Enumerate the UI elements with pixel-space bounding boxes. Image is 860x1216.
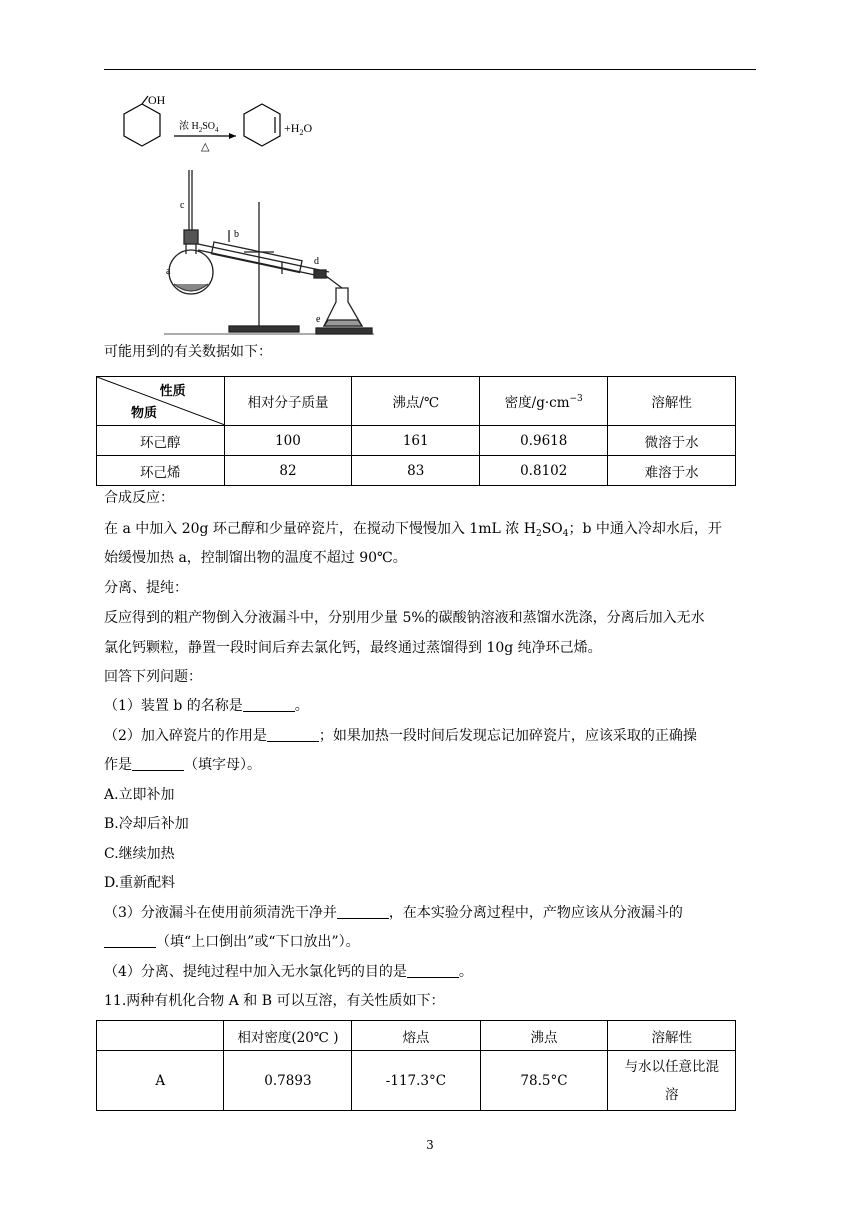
answer-blank[interactable] [132, 756, 184, 771]
table-cell: 0.8102 [480, 456, 608, 486]
answer-blank[interactable] [407, 963, 459, 978]
table-row [97, 426, 736, 456]
distillation-apparatus [164, 170, 374, 334]
table-cell: 82 [224, 456, 352, 486]
col-molar-mass: 相对分子质量 [224, 377, 352, 426]
table-cell: 78.5°C [480, 1051, 608, 1111]
water-product: $+H_2O$ [284, 121, 313, 137]
table-header-cell [97, 1021, 224, 1051]
table-cell: 100 [224, 426, 352, 456]
question-1: （1）装置 b 的名称是 。 [104, 698, 309, 714]
question-3-line1: （3）分液漏斗在使用前须清洗干净并 ，在本实验分离过程中，产物应该从分液漏斗的 [104, 905, 683, 921]
table-cell: A [97, 1051, 224, 1111]
option-d: D.重新配料 [104, 875, 176, 891]
paragraph-separation-2: 氯化钙颗粒，静置一段时间后弃去氯化钙，最终通过蒸馏得到 10g 纯净环己烯。 [104, 640, 602, 656]
col-density: 密度$/g\cdot cm^{-3}$ [480, 377, 608, 426]
label-e: e [316, 314, 321, 325]
properties-table-2 [96, 1020, 736, 1111]
col-solubility: 溶解性 [608, 377, 736, 426]
option-b: B.冷却后补加 [104, 816, 189, 832]
header-property: 性质 [159, 384, 186, 399]
table-cell: 环己醇 [97, 426, 225, 456]
question-11: 11.两种有机化合物 A 和 B 可以互溶，有关性质如下： [104, 993, 445, 1009]
header-substance: 物质 [131, 406, 158, 421]
table-header-row [97, 377, 736, 426]
label-a: a [166, 266, 171, 277]
table-header-cell: 熔点 [352, 1021, 480, 1051]
delta-label: △ [201, 141, 210, 153]
option-c: C.继续加热 [104, 846, 175, 862]
table-cell: 161 [352, 426, 480, 456]
diagonal-header-cell [97, 377, 225, 426]
table-cell: 环己烯 [97, 456, 225, 486]
paragraph-synthesis-1: 在 a 中加入 20g 环己醇和少量碎瓷片，在搅动下慢慢加入 1mL 浓 $H_2SO_4$；b 中通入冷却水后，开 [104, 521, 722, 539]
label-b: b [234, 229, 239, 240]
table-row [97, 456, 736, 486]
table-row [97, 1051, 736, 1111]
table-header-cell: 相对密度(20℃ ) [224, 1021, 352, 1051]
table-cell: 0.9618 [480, 426, 608, 456]
table-header-cell: 溶解性 [608, 1021, 736, 1051]
table-cell: 微溶于水 [608, 426, 736, 456]
answer-prompt: 回答下列问题： [104, 669, 202, 685]
table-cell: -117.3°C [352, 1051, 480, 1111]
question-4: （4）分离、提纯过程中加入无水氯化钙的目的是 。 [104, 964, 473, 980]
apparatus-figure [104, 92, 424, 338]
label-d: d [314, 256, 319, 267]
col-boiling-point: 沸点/℃ [352, 377, 480, 426]
table-header-row [97, 1021, 736, 1051]
paragraph-separation-1: 反应得到的粗产物倒入分液漏斗中，分别用少量 5%的碳酸钠溶液和蒸馏水洗涤，分离后加入无水 [104, 610, 705, 626]
question-2-line1: （2）加入碎瓷片的作用是 ；如果加热一段时间后发现忘记加碎瓷片，应该采取的正确操 [104, 728, 697, 744]
intro-text: 可能用到的有关数据如下： [104, 344, 272, 360]
answer-blank[interactable] [337, 904, 389, 919]
section-separation: 分离、提纯： [104, 580, 188, 596]
section-synthesis: 合成反应： [104, 490, 174, 506]
label-c: c [180, 200, 185, 211]
question-2-line2: 作是 （填字母）。 [104, 757, 261, 773]
page-number: 3 [426, 1138, 434, 1152]
properties-table [96, 376, 736, 486]
table-header-cell: 沸点 [480, 1021, 608, 1051]
table-cell: 难溶于水 [608, 456, 736, 486]
table-cell: 83 [352, 456, 480, 486]
answer-blank[interactable] [104, 933, 156, 948]
oh-label: OH [148, 93, 166, 107]
option-a: A.立即补加 [104, 787, 175, 803]
reagent-label: 浓 $H_2SO_4$ [179, 121, 219, 134]
answer-blank[interactable] [243, 697, 295, 712]
cyclohexene-structure [244, 104, 280, 146]
answer-blank[interactable] [267, 727, 319, 742]
table-cell: 与水以任意比混 溶 [608, 1051, 736, 1111]
paragraph-synthesis-2: 始缓慢加热 a，控制馏出物的温度不超过 90℃。 [104, 550, 407, 566]
question-3-line2: （填“上口倒出”或“下口放出”）。 [104, 932, 360, 952]
header-rule [104, 69, 756, 70]
table-cell: 0.7893 [224, 1051, 352, 1111]
